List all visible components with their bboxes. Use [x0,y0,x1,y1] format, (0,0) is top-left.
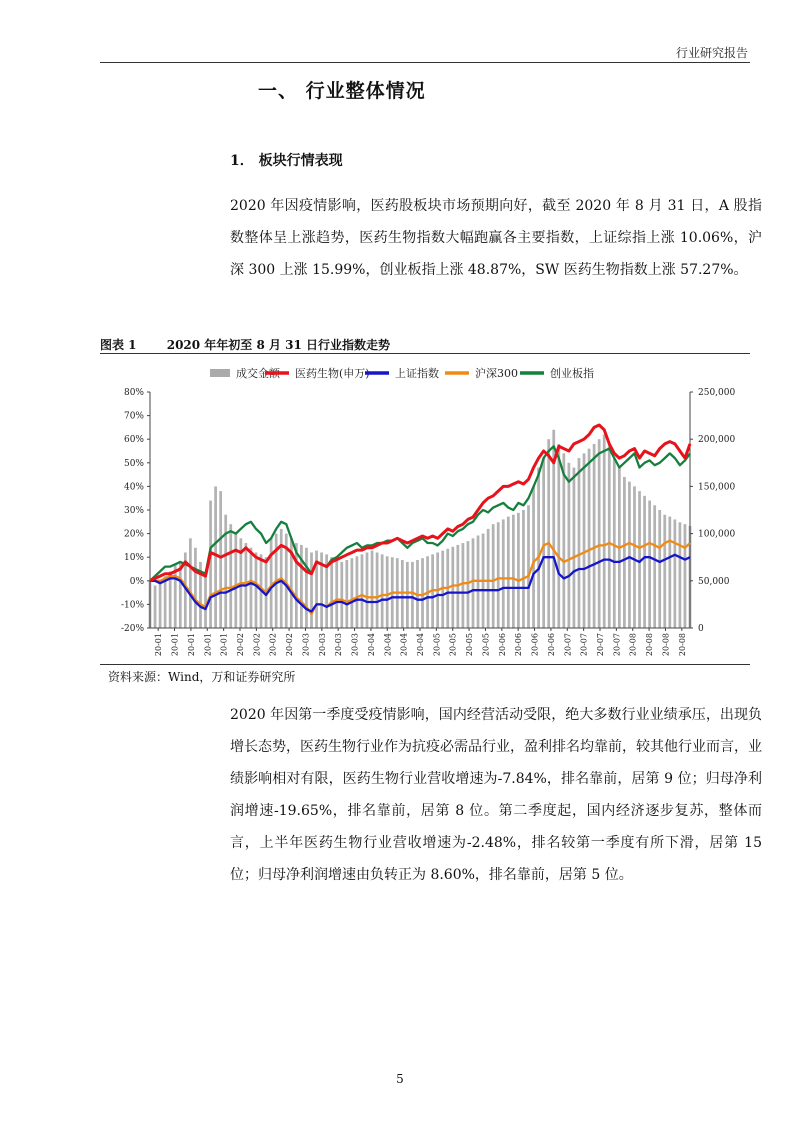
index-trend-chart [100,356,750,662]
volume-bar [356,556,359,628]
volume-bar [250,548,253,628]
volume-bar [164,576,167,628]
x-tick-label: 20-01 [219,633,229,657]
legend-label: 医药生物(申万) [295,367,370,380]
volume-bar [340,562,343,628]
volume-bar [335,560,338,628]
volume-bar [613,458,616,628]
x-tick-label: 20-01 [170,633,180,657]
volume-bar [492,524,495,628]
volume-bar [462,543,465,628]
volume-bar [562,453,565,628]
volume-bars [149,430,692,628]
volume-bar [633,486,636,628]
right-tick-label: 0 [698,624,704,634]
figure-source: 资料来源：Wind，万和证券研究所 [108,670,296,684]
x-tick-label: 20-03 [301,633,311,657]
volume-bar [603,434,606,628]
legend-label: 成交金额 [236,367,280,380]
volume-bar [255,552,258,628]
volume-bar [451,547,454,628]
x-tick-label: 20-02 [268,633,278,657]
x-tick-label: 20-01 [203,633,213,657]
volume-bar [598,439,601,628]
volume-bar [522,510,525,628]
volume-bar [234,534,237,628]
volume-bar [310,552,313,628]
volume-bar [537,468,540,628]
x-tick-label: 20-03 [317,633,327,657]
figure-label: 图表 1 [100,338,137,352]
x-tick-label: 20-05 [481,633,491,657]
volume-bar [345,560,348,628]
subsection-title: 1． 板块行情表现 [230,153,343,169]
volume-bar [219,491,222,628]
left-tick-label: 10% [123,553,144,564]
volume-bar [229,524,232,628]
page-number: 5 [396,1072,404,1086]
header-divider [100,62,750,63]
volume-bar [608,444,611,628]
figure-caption [100,336,390,353]
volume-bar [497,522,500,628]
x-tick-label: 20-03 [350,633,360,657]
x-tick-label: 20-06 [546,633,556,657]
volume-bar [583,453,586,628]
volume-bar [573,468,576,628]
volume-bar [350,558,353,628]
volume-bar [532,486,535,628]
chart-legend [210,366,594,380]
intro-paragraph: 2020 年因疫情影响，医药股板块市场预期向好，截至 2020 年 8 月 31 日，A 股指数整体呈上涨趋势，医药生物指数大幅跑赢各主要指数，上证综指上涨 10.06%，沪深 300 上涨 15.99%，创业板指上涨 48.87%，SW 医药生物指数上涨 57.27%。 [230,198,762,278]
right-tick-label: 150,000 [698,482,736,493]
left-tick-label: -20% [120,624,144,634]
x-tick-label: 20-07 [579,633,589,657]
volume-bar [578,458,581,628]
volume-bar [189,538,192,628]
volume-bar [209,501,212,628]
x-tick-label: 20-02 [236,633,245,657]
x-tick-label: 20-07 [612,633,622,657]
volume-bar [593,444,596,628]
left-tick-label: 70% [123,411,144,422]
x-tick-label: 20-04 [366,633,376,657]
x-tick-label: 20-03 [334,633,344,657]
legend-label: 上证指数 [395,367,439,380]
volume-bar [194,548,197,628]
report-type-header: 行业研究报告 [675,46,748,60]
x-tick-label: 20-08 [628,633,638,657]
volume-bar [386,556,389,628]
volume-bar [305,548,308,628]
volume-bar [663,515,666,628]
volume-bar [507,517,510,628]
volume-bar [517,513,520,628]
figure-top-divider [100,353,750,354]
volume-bar [159,583,162,628]
legend-swatch-volume [210,369,230,377]
volume-bar [512,515,515,628]
figure-title: 2020 年年初至 8 月 31 日行业指数走势 [166,338,391,352]
right-tick-label: 200,000 [698,435,736,446]
performance-paragraph: 2020 年因第一季度受疫情影响，国内经营活动受限，绝大多数行业业绩承压，出现负增长态势，医药生物行业作为抗疫必需品行业，盈利排名均靠前，较其他行业而言，业绩影响相对有限，医药生物行业营收增速为-7.84%，排名靠前，居第 9 位；归母净利润增速-19.65%，排名靠前，居第 8 位。第二季度起，国内经济逐步复苏，整体而言，上半年医药生物行业营收增速为-2.48%，排名较第一季度有所下滑，居第 15 位；归母净利润增速由负转正为 8.60%，排名靠前，居第 5 位。 [230,707,762,883]
x-tick-label: 20-08 [677,633,687,657]
volume-bar [472,538,475,628]
volume-bar [411,562,414,628]
volume-bar [628,482,631,628]
volume-bar [648,501,651,628]
volume-bar [658,510,661,628]
volume-bar [684,524,687,628]
right-tick-label: 250,000 [698,388,736,398]
left-tick-label: 60% [123,435,144,446]
volume-bar [502,519,505,628]
volume-bar [547,439,550,628]
x-tick-label: 20-08 [645,633,655,657]
left-tick-label: 20% [123,529,144,540]
x-tick-label: 20-01 [186,633,196,657]
x-tick-label: 20-08 [661,633,671,657]
x-tick-label: 20-05 [432,633,442,657]
volume-bar [588,449,591,628]
volume-bar [330,557,333,628]
volume-bar [376,552,379,628]
x-tick-label: 20-07 [596,633,605,657]
volume-bar [179,562,182,628]
x-tick-label: 20-02 [252,633,262,657]
volume-bar [401,560,404,628]
volume-bar [653,505,656,628]
legend-label: 创业板指 [550,367,594,380]
x-tick-label: 20-05 [465,633,475,657]
volume-bar [154,586,157,628]
right-tick-label: 50,000 [698,576,730,587]
right-tick-label: 100,000 [698,529,736,540]
figure-bottom-divider [100,664,750,665]
volume-bar [224,515,227,628]
volume-bar [623,477,626,628]
x-tick-label: 20-01 [154,633,164,657]
x-tick-label: 20-06 [530,633,540,657]
volume-bar [487,529,490,628]
legend-label: 沪深300 [475,367,518,380]
x-tick-label: 20-06 [497,633,507,657]
volume-bar [361,554,364,628]
volume-bar [668,517,671,628]
volume-bar [421,558,424,628]
volume-bar [381,554,384,628]
left-tick-label: 0% [129,576,144,587]
volume-bar [542,458,545,628]
x-tick-label: 20-05 [448,633,458,657]
left-tick-label: 40% [123,482,144,493]
left-tick-label: -10% [120,600,144,611]
volume-bar [643,496,646,628]
left-tick-label: 80% [123,388,144,398]
volume-bar [214,486,217,628]
volume-bar [371,551,374,628]
left-tick-label: 30% [123,506,144,516]
volume-bar [679,522,682,628]
x-tick-label: 20-07 [563,633,573,657]
volume-bar [467,541,470,628]
volume-bar [527,505,530,628]
x-tick-label: 20-06 [514,633,524,657]
volume-bar [366,552,369,628]
x-tick-label: 20-04 [399,633,409,657]
left-tick-label: 50% [123,458,144,469]
volume-bar [406,562,409,628]
x-tick-label: 20-04 [416,633,425,657]
volume-bar [557,444,560,628]
x-tick-label: 20-02 [285,633,295,657]
volume-bar [568,463,571,628]
x-tick-label: 20-04 [383,633,393,657]
volume-bar [673,519,676,628]
section-title: 一、 行业整体情况 [258,80,426,102]
